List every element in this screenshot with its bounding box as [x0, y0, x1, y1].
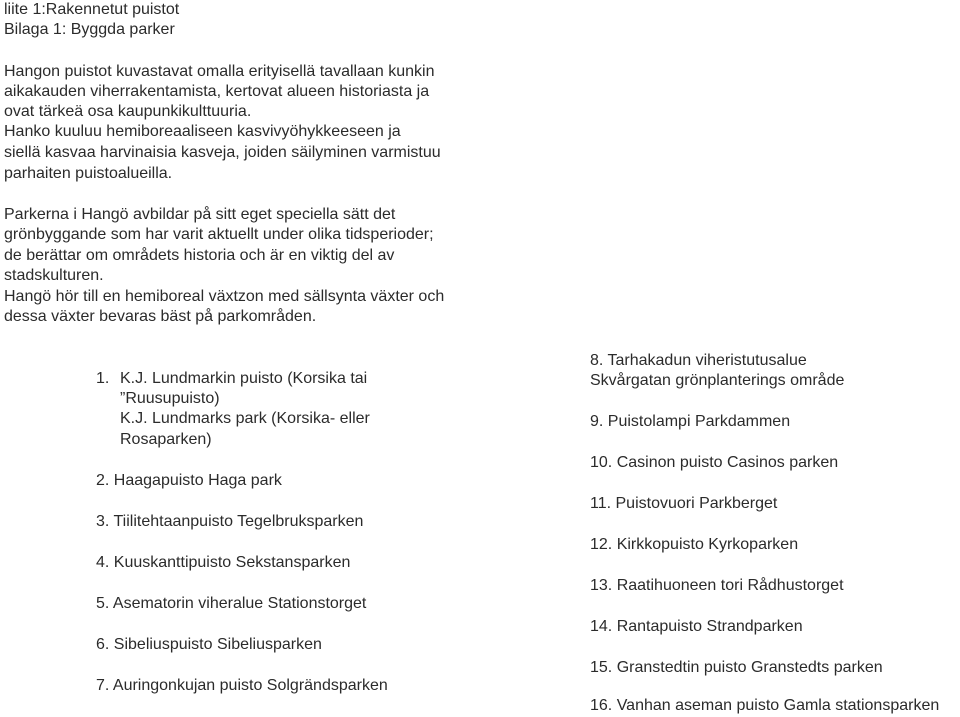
paragraph-line: Parkerna i Hangö avbildar på sitt eget speciella sätt det	[4, 206, 396, 223]
list-item: 5. Asematorin viheralue Stationstorget	[96, 595, 367, 612]
list-item-line: K.J. Lundmarks park (Korsika- eller	[120, 410, 370, 427]
paragraph-line: dessa växter bevaras bäst på parkområden.	[4, 308, 317, 325]
list-item: 16. Vanhan aseman puisto Gamla stationsparken	[590, 697, 940, 714]
paragraph-line: grönbyggande som har varit aktuellt under olika tidsperioder;	[4, 226, 434, 243]
paragraph-line: de berättar om områdets historia och är en viktig del av	[4, 247, 395, 264]
list-item: 14. Rantapuisto Strandparken	[590, 618, 803, 635]
list-item: 7. Auringonkujan puisto Solgrändsparken	[96, 677, 388, 694]
paragraph-line: stadskulturen.	[4, 267, 104, 284]
list-item-line: Rosaparken)	[120, 431, 212, 448]
list-item: 11. Puistovuori Parkberget	[590, 495, 778, 512]
list-item: 12. Kirkkopuisto Kyrkoparken	[590, 536, 799, 553]
paragraph-line: Hanko kuuluu hemiboreaaliseen kasvivyöhykkeeseen ja	[4, 123, 401, 140]
list-item: 9. Puistolampi Parkdammen	[590, 413, 791, 430]
paragraph-line: aikakauden viherrakentamista, kertovat alueen historiasta ja	[4, 83, 430, 100]
list-item-number: 1.	[96, 370, 110, 387]
list-item: 6. Sibeliuspuisto Sibeliusparken	[96, 636, 322, 653]
paragraph-line: Hangö hör till en hemiboreal växtzon med sällsynta växter och	[4, 288, 445, 305]
document-title-finnish: liite 1:Rakennetut puistot	[4, 1, 180, 18]
list-item-line: Skvårgatan grönplanterings område	[590, 372, 845, 389]
paragraph-line: siellä kasvaa harvinaisia kasveja, joiden säilyminen varmistuu	[4, 144, 441, 161]
list-item-line: K.J. Lundmarkin puisto (Korsika tai	[120, 370, 368, 387]
list-item: 15. Granstedtin puisto Granstedts parken	[590, 659, 883, 676]
list-item-line: 8. Tarhakadun viheristutusalue	[590, 352, 807, 369]
list-item: 2. Haagapuisto Haga park	[96, 472, 282, 489]
paragraph-line: parhaiten puistoalueilla.	[4, 165, 173, 182]
list-item: 3. Tiilitehtaanpuisto Tegelbruksparken	[96, 513, 364, 530]
list-item-line: ”Ruusupuisto)	[120, 390, 220, 407]
list-item: 10. Casinon puisto Casinos parken	[590, 454, 839, 471]
paragraph-line: ovat tärkeä osa kaupunkikulttuuria.	[4, 103, 252, 120]
document-title-swedish: Bilaga 1: Byggda parker	[4, 21, 175, 38]
paragraph-line: Hangon puistot kuvastavat omalla erityisellä tavallaan kunkin	[4, 63, 435, 80]
list-item: 4. Kuuskanttipuisto Sekstansparken	[96, 554, 351, 571]
list-item: 13. Raatihuoneen tori Rådhustorget	[590, 577, 844, 594]
